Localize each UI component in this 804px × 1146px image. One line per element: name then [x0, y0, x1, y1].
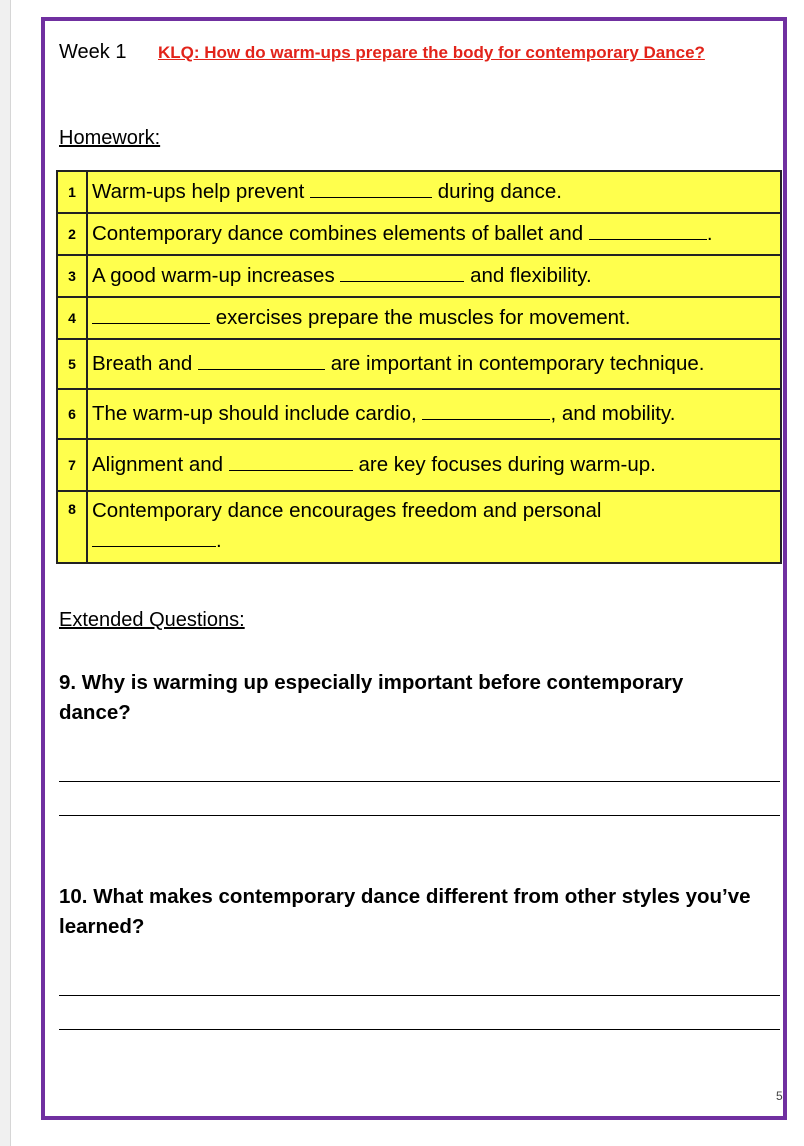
- answer-blank[interactable]: [340, 263, 464, 282]
- answer-blank[interactable]: [92, 305, 210, 324]
- item-number: 8: [57, 491, 87, 563]
- question-10: 10. What makes contemporary dance different from other styles you’ve learned?: [59, 885, 751, 938]
- week-label: Week 1: [59, 41, 127, 63]
- fill-in-sentence: exercises prepare the muscles for movement.: [87, 297, 781, 339]
- table-row: [57, 339, 781, 389]
- item-number: 6: [57, 389, 87, 439]
- fill-in-sentence: A good warm-up increases and flexibility.: [87, 255, 781, 297]
- answer-line[interactable]: [59, 781, 780, 782]
- answer-blank[interactable]: [589, 221, 707, 240]
- item-number: 3: [57, 255, 87, 297]
- table-row: [57, 171, 781, 213]
- question-9: 9. Why is warming up especially important before contemporary dance?: [59, 671, 684, 724]
- page-number: 5: [776, 1089, 783, 1103]
- answer-line[interactable]: [59, 1029, 780, 1030]
- fill-in-sentence: Alignment and are key focuses during warm-up.: [87, 439, 781, 491]
- fill-in-sentence: Contemporary dance encourages freedom and personal .: [87, 491, 781, 563]
- answer-line[interactable]: [59, 815, 780, 816]
- page-edge-strip: [0, 0, 11, 1146]
- fill-in-sentence: Warm-ups help prevent during dance.: [87, 171, 781, 213]
- fill-in-sentence: Contemporary dance combines elements of ballet and .: [87, 213, 781, 255]
- table-row: [57, 491, 781, 563]
- fill-in-sentence: The warm-up should include cardio, , and mobility.: [87, 389, 781, 439]
- table-row: [57, 439, 781, 491]
- answer-blank[interactable]: [229, 452, 353, 471]
- homework-table: [56, 170, 782, 564]
- item-number: 4: [57, 297, 87, 339]
- fill-in-sentence: Breath and are important in contemporary technique.: [87, 339, 781, 389]
- extended-questions-heading: Extended Questions:: [59, 609, 245, 631]
- table-row: [57, 255, 781, 297]
- answer-blank[interactable]: [422, 401, 550, 420]
- item-number: 1: [57, 171, 87, 213]
- homework-heading: Homework:: [59, 127, 161, 149]
- table-row: [57, 297, 781, 339]
- answer-blank[interactable]: [92, 528, 216, 547]
- klq-heading: KLQ: How do warm-ups prepare the body for contemporary Dance?: [158, 43, 705, 62]
- item-number: 5: [57, 339, 87, 389]
- item-number: 2: [57, 213, 87, 255]
- answer-line[interactable]: [59, 995, 780, 996]
- table-row: [57, 213, 781, 255]
- item-number: 7: [57, 439, 87, 491]
- answer-blank[interactable]: [198, 351, 325, 370]
- answer-blank[interactable]: [310, 179, 432, 198]
- table-row: [57, 389, 781, 439]
